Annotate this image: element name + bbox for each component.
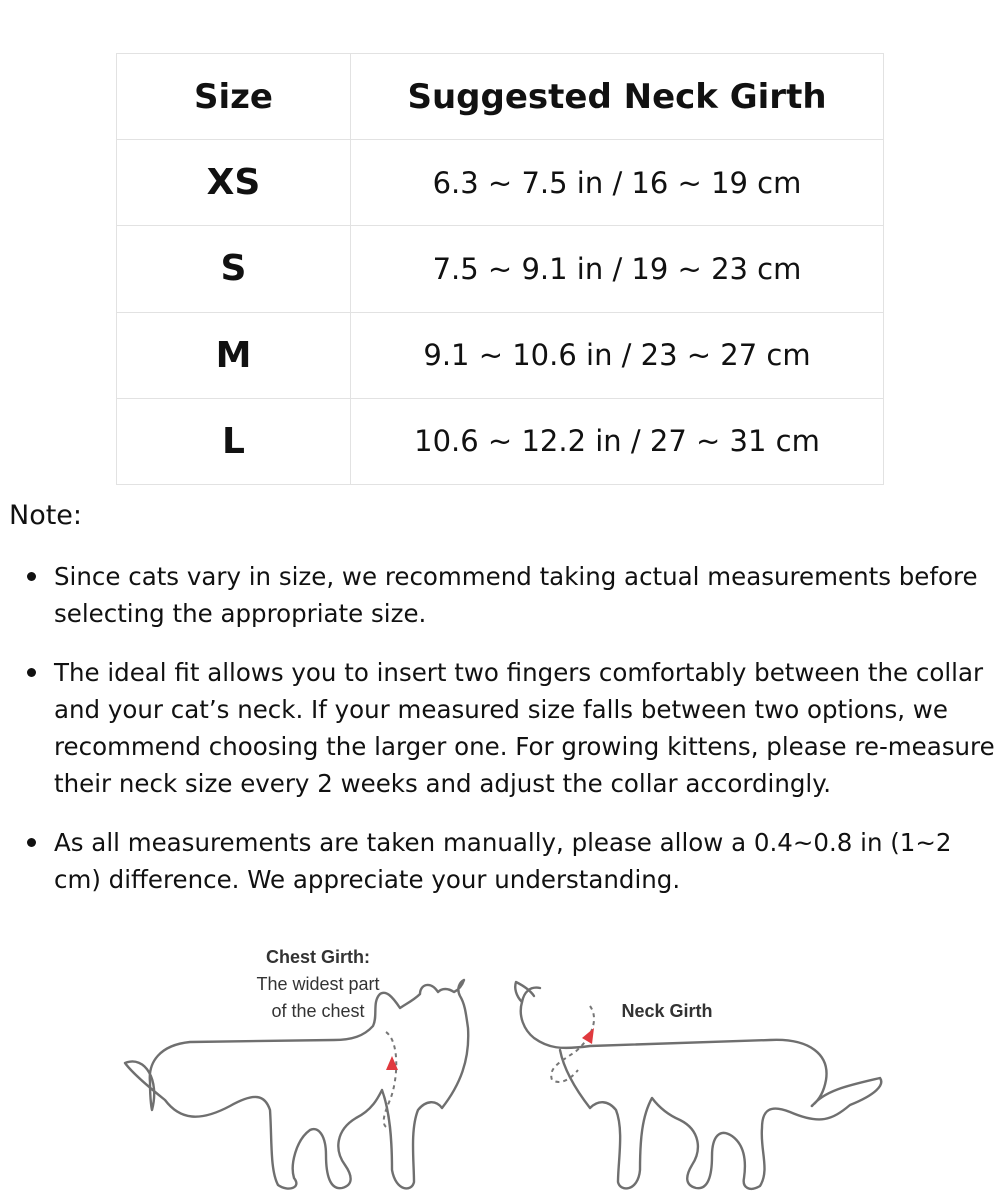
size-cell: XS bbox=[117, 140, 351, 226]
table-row bbox=[117, 312, 884, 398]
up-arrow-icon bbox=[582, 1028, 594, 1044]
note-item: The ideal fit allows you to insert two fingers comfortably between the collar and your cat’s neck. If your measured size falls between two options, we recommend choosing the larger one. For growing kittens, please re-measure their neck size every 2 weeks and adjust the collar accordingly. bbox=[54, 654, 999, 802]
table-row bbox=[117, 226, 884, 312]
size-chart-table bbox=[116, 53, 884, 485]
size-cell: S bbox=[117, 226, 351, 312]
size-column-header: Size bbox=[117, 54, 351, 140]
note-label: Note: bbox=[9, 500, 83, 531]
girth-cell: 9.1 ~ 10.6 in / 23 ~ 27 cm bbox=[351, 312, 884, 398]
cat-measurement-illustration bbox=[120, 930, 900, 1200]
table-row bbox=[117, 140, 884, 226]
neck-girth-title: Neck Girth bbox=[621, 1001, 713, 1021]
note-item: As all measurements are taken manually, please allow a 0.4~0.8 in (1~2 cm) difference. We appreciate your understanding. bbox=[54, 824, 999, 898]
size-cell: M bbox=[117, 312, 351, 398]
girth-cell: 10.6 ~ 12.2 in / 27 ~ 31 cm bbox=[351, 398, 884, 484]
note-list bbox=[54, 558, 999, 920]
note-item: Since cats vary in size, we recommend taking actual measurements before selecting the appropriate size. bbox=[54, 558, 999, 632]
table-row bbox=[117, 398, 884, 484]
neck-girth-column-header: Suggested Neck Girth bbox=[351, 54, 884, 140]
chest-girth-desc-line2: of the chest bbox=[271, 1001, 365, 1021]
chest-girth-desc-line1: The widest part bbox=[256, 974, 380, 994]
chest-girth-title: Chest Girth: bbox=[265, 947, 371, 967]
girth-cell: 6.3 ~ 7.5 in / 16 ~ 19 cm bbox=[351, 140, 884, 226]
table-header-row bbox=[117, 54, 884, 140]
girth-cell: 7.5 ~ 9.1 in / 19 ~ 23 cm bbox=[351, 226, 884, 312]
size-cell: L bbox=[117, 398, 351, 484]
